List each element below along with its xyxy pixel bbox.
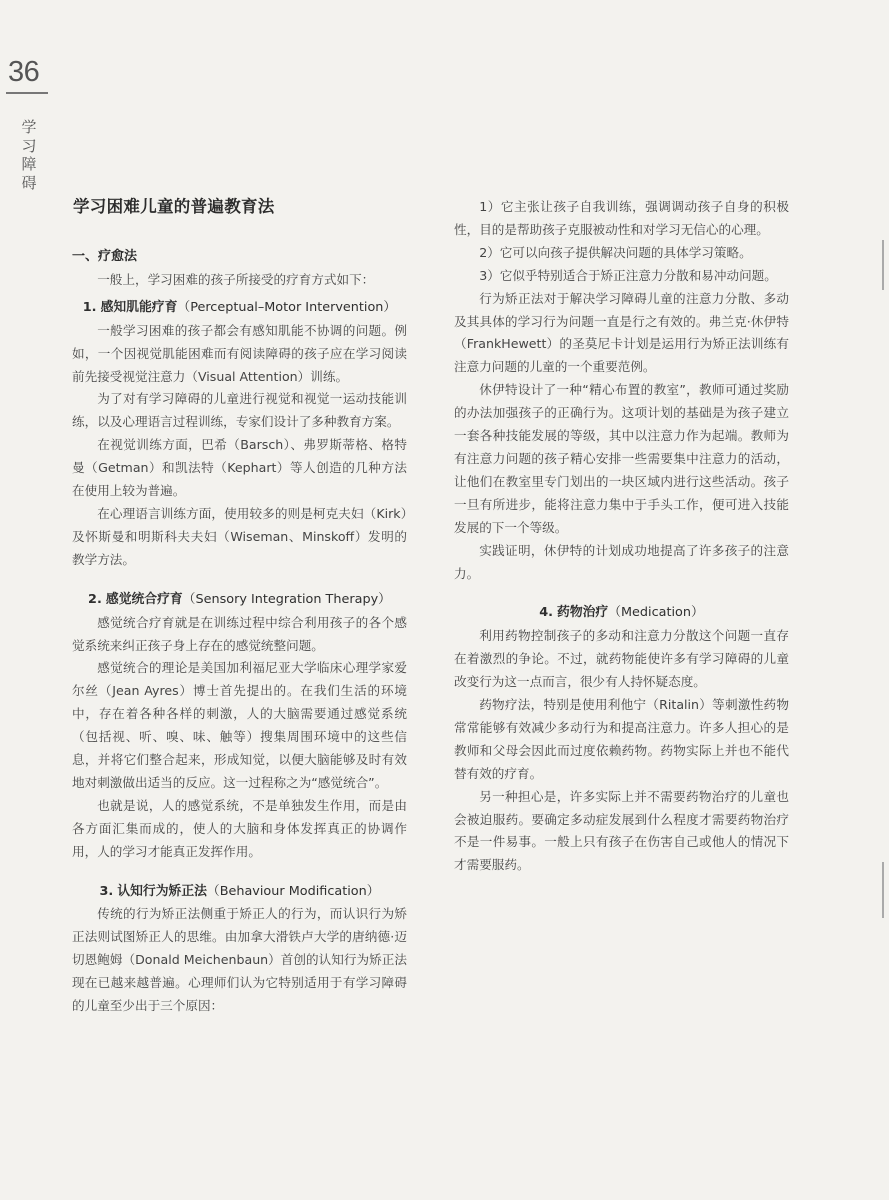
intro-paragraph: 一般上，学习困难的孩子所接受的疗育方式如下： [97, 271, 375, 287]
subheading-medication [454, 602, 789, 625]
subheading-behaviour-modification [72, 881, 407, 904]
margin-mark [882, 240, 884, 290]
paragraph: 实践证明，休伊特的计划成功地提高了许多孩子的注意力。 [454, 542, 789, 581]
paragraph: 为了对有学习障碍的儿童进行视觉和视觉一运动技能训练，以及心理语言过程训练，专家们设计了多种教育方案。 [72, 391, 407, 430]
reason-item: 1）它主张让孩子自我训练，强调调动孩子自身的积极性，目的是帮助孩子克服被动性和对学习无信心的心理。 [454, 199, 789, 237]
right-column [454, 196, 789, 877]
running-section-title: 学习障碍 [21, 118, 37, 192]
paragraph: 利用药物控制孩子的多动和注意力分散这个问题一直存在着激烈的争论。不过，就药物能使许多有学习障碍的儿童改变行为这一点而言，很少有人持怀疑态度。 [454, 628, 789, 690]
paragraph: 行为矫正法对于解决学习障碍儿童的注意力分散、多动及其具体的学习行为问题一直是行之有效的。弗兰克·休伊特（FrankHewett）的圣莫尼卡计划是运用行为矫正法训练有注意力问题的儿童的一个重要范例。 [454, 290, 789, 375]
paragraph: 感觉统合疗育就是在训练过程中综合利用孩子的各个感觉系统来纠正孩子身上存在的感觉统整问题。 [72, 614, 407, 653]
subheading-number: 2. [88, 591, 102, 607]
paragraph: 传统的行为矫正法侧重于矫正人的行为，而认识行为矫正法则试图矫正人的思维。由加拿大滑铁卢大学的唐纳德·迈切恩鲍姆（Donald Meichenbaun）首创的认知行为矫正法现在已越来越普遍。心理师们认为它特别适用于有学习障碍的儿童至少出于三个原因： [72, 906, 407, 1014]
subheading-perceptual-motor [72, 297, 407, 320]
subheading-english: （Sensory Integration Therapy） [182, 591, 391, 607]
subheading-english: （Medication） [608, 605, 704, 621]
subheading-title: 药物治疗 [557, 605, 609, 621]
subheading-english: （Behaviour Modification） [206, 883, 380, 899]
reason-item: 3）它似乎特别适合于矫正注意力分散和易冲动问题。 [479, 267, 777, 283]
article-title: 学习困难儿童的普遍教育法 [73, 197, 275, 216]
paragraph: 一般学习困难的孩子都会有感知肌能不协调的问题。例如，一个因视觉肌能困难而有阅读障碍的孩子应在学习阅读前先接受视觉注意力（Visual Attention）训练。 [72, 322, 407, 384]
subheading-sensory-integration [72, 589, 407, 612]
paragraph: 在视觉训练方面，巴希（Barsch）、弗罗斯蒂格、格特曼（Getman）和凯法特（Kephart）等人创造的几种方法在使用上较为普遍。 [72, 437, 407, 499]
page-number-rule [6, 92, 48, 94]
paragraph: 在心理语言训练方面，使用较多的则是柯克夫妇（Kirk）及怀斯曼和明斯科夫夫妇（Wiseman、Minskoff）发明的教学方法。 [72, 505, 407, 567]
margin-mark [882, 862, 884, 918]
reason-item: 2）它可以向孩子提供解决问题的具体学习策略。 [479, 244, 752, 260]
subheading-title: 感觉统合疗育 [105, 591, 183, 607]
paragraph: 另一种担心是，许多实际上并不需要药物治疗的儿童也会被迫服药。要确定多动症发展到什么程度才需要药物治疗不是一件易事。一般上只有孩子在伤害自己或他人的情况下才需要服药。 [454, 788, 789, 873]
paragraph: 药物疗法，特别是使用利他宁（Ritalin）等刺激性药物常常能够有效减少多动行为和提高注意力。许多人担心的是教师和父母会因此而过度依赖药物。药物实际上并也不能代替有效的疗育。 [454, 697, 789, 781]
paragraph: 感觉统合的理论是美国加利福尼亚大学临床心理学家爱尔丝（Jean Ayres）博士首先提出的。在我们生活的环境中，存在着各种各样的刺激，人的大脑需要通过感觉系统（包括视、听、嗅、味、触等）搜集周围环境中的这些信息，并将它们整合起来，形成知觉，以便大脑能够及时有效地对刺激做出适当的反应。这一过程称之为“感觉统合”。 [72, 660, 407, 790]
subheading-english: （Perceptual–Motor Intervention） [177, 299, 397, 315]
subheading-title: 感知肌能疗育 [100, 299, 178, 315]
page-number: 36 [8, 56, 40, 88]
subheading-number: 3. [99, 883, 114, 899]
subheading-number: 4. [539, 605, 553, 621]
subheading-number: 1. [82, 299, 97, 315]
heading-therapy-methods: 一、疗愈法 [72, 249, 138, 264]
subheading-title: 认知行为矫正法 [117, 883, 207, 899]
paragraph: 休伊特设计了一种“精心布置的教室”，教师可通过奖励的办法加强孩子的正确行为。这项计划的基础是为孩子建立一套各种技能发展的等级，其中以注意力作为起端。教师为有注意力问题的孩子精心安排一些需要集中注意力的活动，让他们在教室里专门划出的一块区域内进行这些活动。孩子一旦有所进步，能将注意力集中于手头工作，便可进入技能发展的下一个等级。 [454, 382, 789, 535]
left-column [72, 196, 407, 1018]
paragraph: 也就是说，人的感觉系统，不是单独发生作用，而是由各方面汇集而成的，使人的大脑和身体发挥真正的协调作用，人的学习才能真正发挥作用。 [72, 797, 407, 859]
